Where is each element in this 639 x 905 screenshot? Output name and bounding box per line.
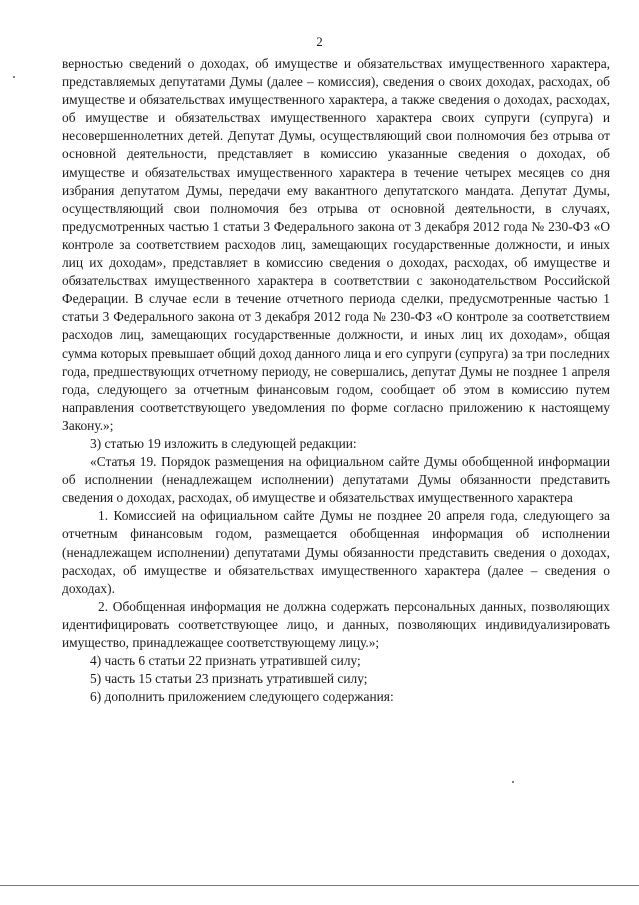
paragraph-article-19-part-2: 2. Обобщенная информация не должна содержать персональных данных, позволяющих идентифицировать соответствующее лицо, и данных, позволяющих индивидуализировать имущество, принадлежащее соответствующему лицу.»; [62,598,610,650]
document-body [62,55,610,706]
paragraph-item-5: 5) часть 15 статьи 23 признать утратившей силу; [90,671,368,687]
paragraph-item-3: 3) статью 19 изложить в следующей редакции: [90,435,357,451]
page-number: 2 [316,34,323,49]
paragraph-article-19-title: «Статья 19. Порядок размещения на официальном сайте Думы обобщенной информации об исполнении (ненадлежащем исполнении) депутатами Думы обязанности представить сведения о доходах, расходах, об имуществе и обязательствах имущественного характера [62,454,610,506]
paragraph-article-19-part-1: 1. Комиссией на официальном сайте Думы не позднее 20 апреля года, следующего за отчетным финансовым годом, размещается обобщенная информация об исполнении (ненадлежащем исполнении) депутатами Думы обязанности представить сведения о доходах, расходах, об имуществе и обязательствах имущественного характера (далее – сведения о доходах). [62,508,610,596]
scan-speck [512,781,514,783]
paragraph-item-6: 6) дополнить приложением следующего содержания: [90,689,394,705]
scan-edge-line [0,885,639,886]
paragraph-continuation: верностью сведений о доходах, об имуществе и обязательствах имущественного характера, представляемых депутатами Думы (далее – комиссия), сведения о своих доходах, расходах, об имуществе и обязательствах имущественного характера, а также сведения о доходах, расходах, об имуществе и обязательствах имущественного характера своих супруги (супруга) и несовершеннолетних детей. Депутат Думы, осуществляющий свои полномочия без отрыва от основной деятельности, представляет в комиссию указанные сведения о доходах, об имуществе и обязательствах имущественного характера в течение четырех месяцев со дня избрания депутатом Думы, передачи ему вакантного депутатского мандата. Депутат Думы, осуществляющий свои полномочия без отрыва от основной деятельности, в случаях, предусмотренных частью 1 статьи 3 Федерального закона от 3 декабря 2012 года № 230-ФЗ «О контроле за соответствием расходов лиц, замещающих государственные должности, и иных лиц их доходам», представляет в комиссию сведения о доходах, расходах, об имуществе и обязательствах имущественного характера в соответствии с законодательством Российской Федерации. В случае если в течение отчетного периода сделки, предусмотренные частью 1 статьи 3 Федерального закона от 3 декабря 2012 года № 230-ФЗ «О контроле за соответствием расходов лиц, замещающих государственные должности, и иных лиц их доходам», общая сумма которых превышает общий доход данного лица и его супруги (супруга) за три последних года, предшествующих отчетному периоду, не совершались, депутат Думы не позднее 1 апреля года, следующего за отчетным финансовым годом, сообщает об этом в комиссию путем направления соответствующего уведомления по форме согласно приложению к настоящему Закону.»; [62,56,610,433]
paragraph-item-4: 4) часть 6 статьи 22 признать утратившей силу; [90,653,361,669]
scan-speck [13,76,15,78]
